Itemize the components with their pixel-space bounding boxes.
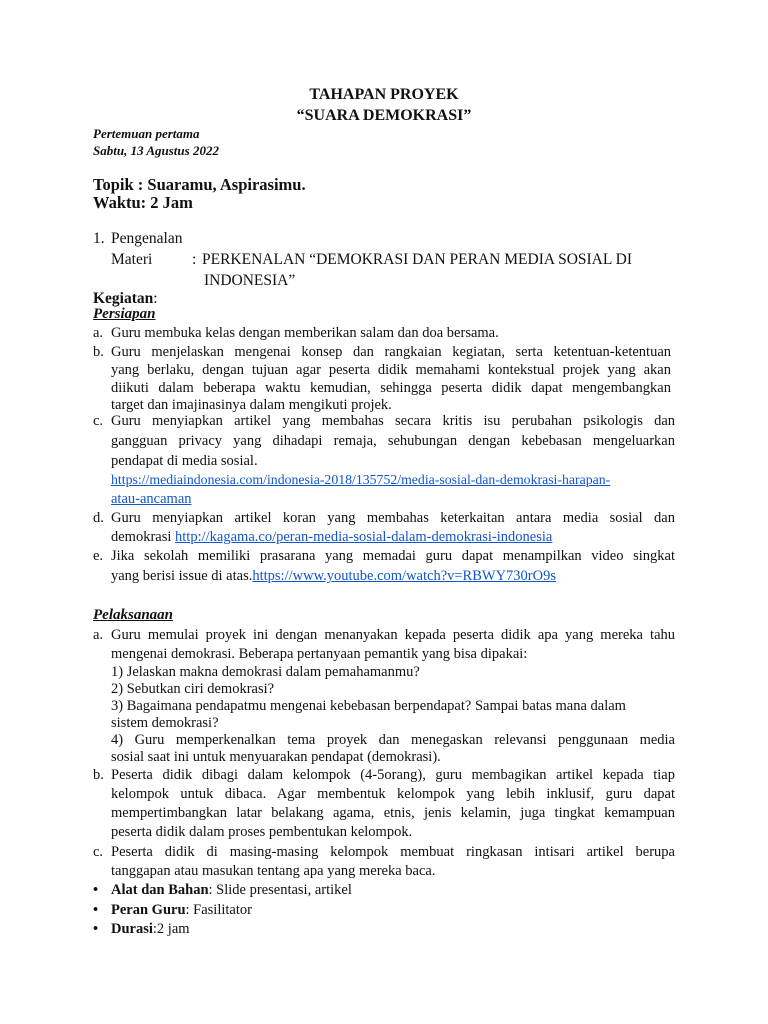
materi-colon: : <box>192 251 197 268</box>
bullet-peran-guru-value: : Fasilitator <box>185 902 252 918</box>
persiapan-c-line-3: pendapat di media sosial. <box>111 453 258 469</box>
time-line: Waktu: 2 Jam <box>93 193 193 212</box>
persiapan-b-marker: b. <box>93 344 104 360</box>
materi-line-1: PERKENALAN “DEMOKRASI DAN PERAN MEDIA SOSIAL DI <box>202 251 632 268</box>
persiapan-b-line-1: Guru menjelaskan mengenai konsep dan rangkaian kegiatan, serta ketentuan-ketentuan <box>111 344 671 360</box>
question-4-line-2: sosial saat ini untuk menyuarakan pendapat (demokrasi). <box>111 749 441 765</box>
pelaksanaan-b-marker: b. <box>93 767 104 783</box>
persiapan-a-line-1: Guru membuka kelas dengan memberikan salam dan doa bersama. <box>111 325 499 341</box>
pelaksanaan-b-line-2: kelompok untuk dibaca. Agar membentuk kelompok yang lebih inklusif, guru dapat <box>111 786 675 802</box>
kagama-link[interactable]: http://kagama.co/peran-media-sosial-dalam-demokrasi-indonesia <box>175 529 553 545</box>
bullet-durasi-label: Durasi <box>111 921 153 937</box>
persiapan-e-text: yang berisi issue di atas. <box>111 568 253 584</box>
document-subtitle: “SUARA DEMOKRASI” <box>296 107 472 124</box>
persiapan-d-text: demokrasi <box>111 529 176 545</box>
question-2: 2) Sebutkan ciri demokrasi? <box>111 681 275 697</box>
question-1: 1) Jelaskan makna demokrasi dalam pemahamanmu? <box>111 664 420 680</box>
meeting-label: Pertemuan pertama <box>93 126 200 141</box>
bullet-durasi <box>93 921 190 938</box>
pelaksanaan-c-line-1: Peserta didik di masing-masing kelompok membuat ringkasan intisari artikel berupa <box>111 844 675 860</box>
persiapan-c-marker: c. <box>93 413 104 429</box>
persiapan-e-line-1: Jika sekolah memiliki prasarana yang memadai guru dapat menampilkan video singkat <box>111 548 675 564</box>
pelaksanaan-a-line-1: Guru memulai proyek ini dengan menanyakan kepada peserta didik apa yang mereka tahu <box>111 627 675 643</box>
pelaksanaan-b-line-4: peserta didik dalam proses pembentukan kelompok. <box>111 824 413 840</box>
bullet-alat-bahan-value: : Slide presentasi, artikel <box>208 882 352 898</box>
persiapan-c-link-line-1[interactable]: https://mediaindonesia.com/indonesia-2018/135752/media-sosial-dan-demokrasi-harapan- <box>111 472 611 487</box>
document-title: TAHAPAN PROYEK <box>309 86 459 103</box>
persiapan-e-line-2 <box>111 568 556 585</box>
section-title: Pengenalan <box>111 230 183 247</box>
persiapan-d-line-2 <box>111 529 552 546</box>
pelaksanaan-heading: Pelaksanaan <box>93 607 174 623</box>
question-3-line-1: 3) Bagaimana pendapatmu mengenai kebebasan berpendapat? Sampai batas mana dalam <box>111 698 626 714</box>
persiapan-d-line-1: Guru menyiapkan artikel koran yang membahas keterkaitan antara media sosial dan <box>111 510 675 526</box>
pelaksanaan-c-marker: c. <box>93 844 104 860</box>
question-3-line-2: sistem demokrasi? <box>111 715 219 731</box>
persiapan-c-line-1: Guru menyiapkan artikel yang membahas secara kritis isu perubahan psikologis dan <box>111 413 675 429</box>
persiapan-b-line-3: diikuti dalam beberapa waktu kemudian, sehingga peserta didik dapat mengembangkan <box>111 380 671 396</box>
topic-line: Topik : Suaramu, Aspirasimu. <box>93 175 306 194</box>
bullet-icon: • <box>93 882 99 898</box>
youtube-link[interactable]: https://www.youtube.com/watch?v=RBWY730rO9s <box>252 568 557 584</box>
pelaksanaan-c-line-2: tanggapan atau masukan tentang apa yang mereka baca. <box>111 863 436 879</box>
bullet-peran-guru <box>93 902 252 919</box>
section-number: 1. <box>93 230 105 247</box>
pelaksanaan-a-line-2: mengenai demokrasi. Beberapa pertanyaan pemantik yang bisa dipakai: <box>111 646 528 662</box>
bullet-alat-bahan-label: Alat dan Bahan <box>111 882 209 898</box>
persiapan-a-marker: a. <box>93 325 104 341</box>
persiapan-heading: Persiapan <box>93 306 156 322</box>
kegiatan-label: Kegiatan <box>93 290 154 307</box>
meeting-date: Sabtu, 13 Agustus 2022 <box>93 143 219 158</box>
pelaksanaan-a-marker: a. <box>93 627 104 643</box>
question-4-line-1: 4) Guru memperkenalkan tema proyek dan menegaskan relevansi penggunaan media <box>111 732 675 748</box>
persiapan-b-line-4: target dan imajinasinya dalam mengikuti projek. <box>111 397 392 413</box>
bullet-icon: • <box>93 921 99 937</box>
persiapan-b-line-2: yang berlaku, dengan tujuan agar peserta didik memahami kontekstual projek yang akan <box>111 362 671 378</box>
persiapan-c-link-line-2[interactable]: atau-ancaman <box>111 491 192 507</box>
bullet-alat-bahan <box>93 882 352 899</box>
kegiatan-colon: : <box>153 290 158 307</box>
materi-line-2: INDONESIA” <box>204 272 296 289</box>
persiapan-e-marker: e. <box>93 548 104 564</box>
bullet-durasi-value: :2 jam <box>152 921 190 937</box>
pelaksanaan-b-line-3: mempertimbangkan latar belakang agama, etnis, jenis kelamin, juga tingkat kemampuan <box>111 805 675 821</box>
persiapan-c-line-2: gangguan privacy yang dihadapi remaja, sehubungan dengan kebebasan mengeluarkan <box>111 433 675 449</box>
pelaksanaan-b-line-1: Peserta didik dibagi dalam kelompok (4-5orang), guru membagikan artikel kepada tiap <box>111 767 675 783</box>
materi-label: Materi <box>111 251 153 268</box>
persiapan-d-marker: d. <box>93 510 104 526</box>
bullet-peran-guru-label: Peran Guru <box>111 902 186 918</box>
bullet-icon: • <box>93 902 99 918</box>
